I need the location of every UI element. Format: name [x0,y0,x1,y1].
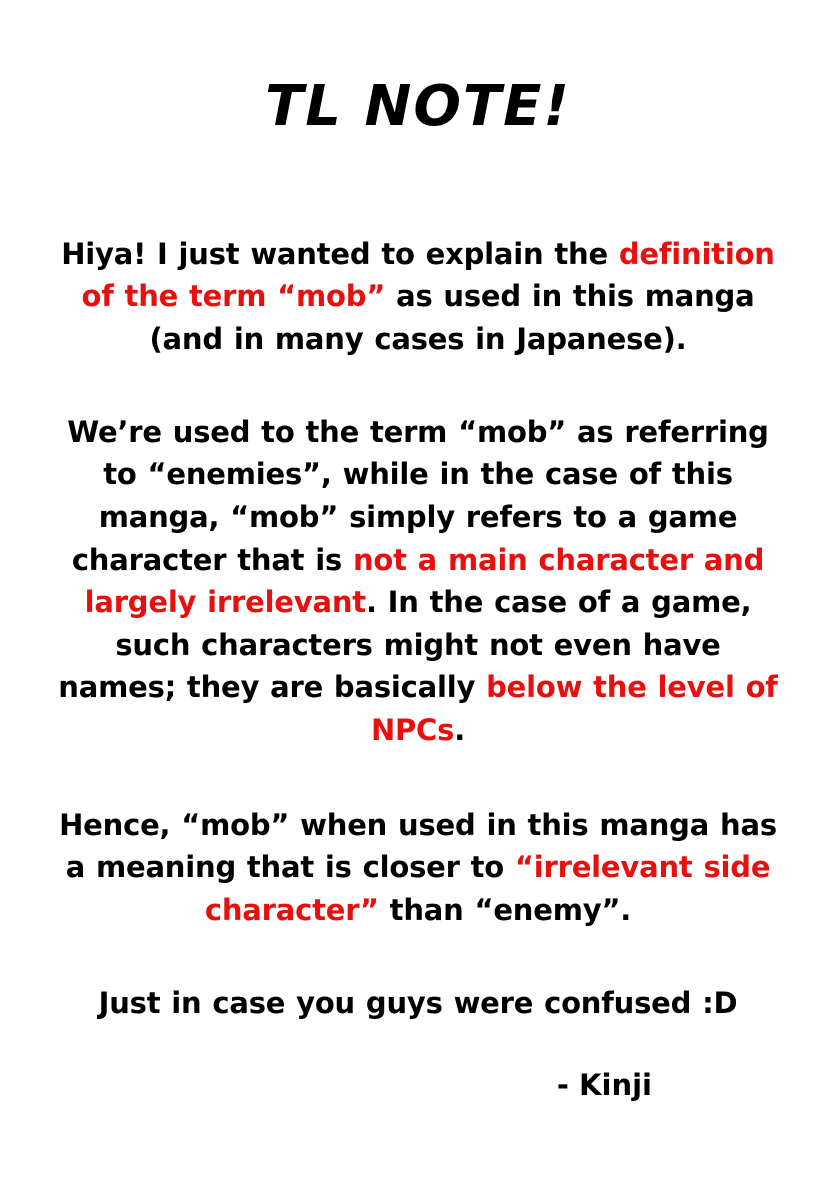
text-segment: . [454,713,466,748]
text-segment: . In the case of a game, such characters might not even have names; they are basically [58,585,752,705]
text-segment: Just in case you guys were confused :D [98,985,738,1020]
page-title: TL NOTE! [265,74,571,139]
paragraph-closing [58,982,778,1025]
paragraph-definition [58,233,778,361]
signature: - Kinji [556,1068,652,1103]
text-segment-highlight: definition of the term “mob” [81,236,775,314]
text-segment-highlight: “irrelevant side character” [204,850,771,927]
text-segment-highlight: below the level of NPCs [370,670,778,748]
text-segment: Hence, “mob” when used in this manga has a meaning that is closer to [59,807,777,885]
text-segment-highlight: not a main character and largely irrelevant [84,542,765,620]
paragraph-meaning [58,804,778,932]
paragraph-explanation [58,411,778,752]
text-segment: as used in this manga (and in many cases in Japanese). [149,279,755,357]
note-body [58,233,778,1102]
text-segment: than “enemy”. [378,892,632,927]
text-segment: Hiya! I just wanted to explain the [61,236,619,271]
text-segment: We’re used to the term “mob” as referring to “enemies”, while in the case of this manga, “mob” simply refers to a game character that is [67,414,769,577]
